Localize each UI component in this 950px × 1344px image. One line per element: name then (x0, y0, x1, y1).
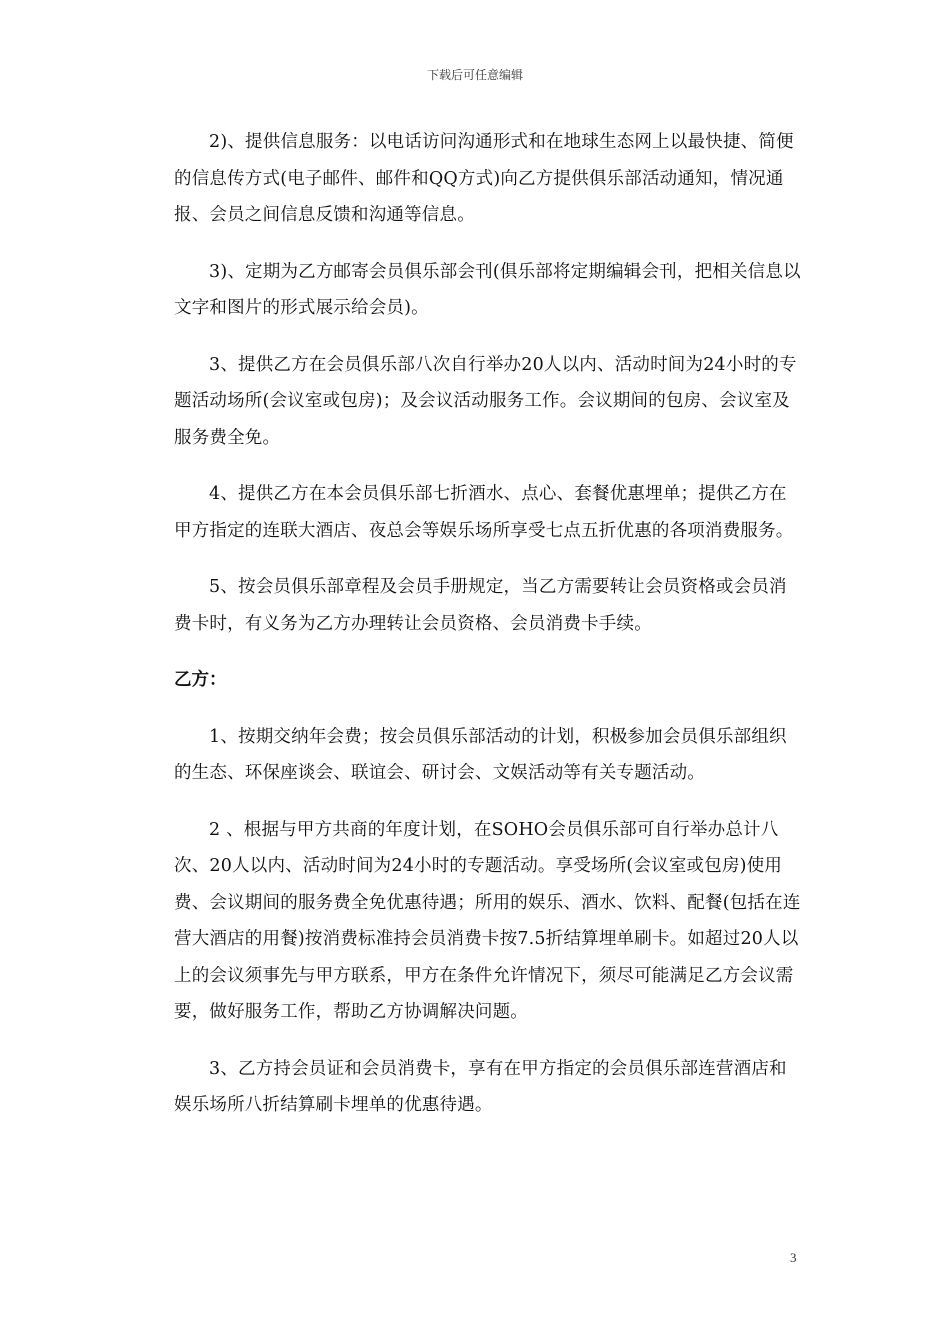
paragraph-event-venue: 3、提供乙方在会员俱乐部八次自行举办20人以内、活动时间为24小时的专题活动场所(会议室或包房)；及会议活动服务工作。会议期间的包房、会议室及服务费全免。 (174, 354, 797, 448)
paragraph-membership-transfer: 5、按会员俱乐部章程及会员手册规定，当乙方需要转让会员资格或会员消费卡时，有义务为乙方办理转让会员资格、会员消费卡手续。 (174, 577, 787, 634)
paragraph-discount: 4、提供乙方在本会员俱乐部七折酒水、点心、套餐优惠埋单；提供乙方在甲方指定的连联大酒店、夜总会等娱乐场所享受七点五折优惠的各项消费服务。 (174, 484, 794, 541)
paragraph-info-service: 2)、提供信息服务：以电话访问沟通形式和在地球生态网上以最快捷、简便的信息传方式(电子邮件、邮件和QQ方式)向乙方提供俱乐部活动通知，情况通报、会员之间信息反馈和沟通等信息。 (174, 132, 794, 225)
paragraph-annual-fee: 1、按期交纳年会费；按会员俱乐部活动的计划，积极参加会员俱乐部组织的生态、环保座谈会、联谊会、研讨会、文娱活动等有关专题活动。 (174, 726, 787, 783)
paragraph-newsletter: 3)、定期为乙方邮寄会员俱乐部会刊(俱乐部将定期编辑会刊，把相关信息以文字和图片的形式展示给会员)。 (174, 261, 801, 318)
paragraph-member-card: 3、乙方持会员证和会员消费卡，享有在甲方指定的会员俱乐部连营酒店和娱乐场所八折结算刷卡埋单的优惠待遇。 (174, 1058, 787, 1115)
page-number: 3 (790, 1250, 797, 1265)
header-note: 下载后可任意编辑 (426, 68, 523, 82)
party-b-heading: 乙方： (174, 670, 227, 690)
document-body (174, 124, 804, 1144)
paragraph-annual-plan: 2 、根据与甲方共商的年度计划，在SOHO会员俱乐部可自行举办总计八次、20人以内、活动时间为24小时的专题活动。享受场所(会议室或包房)使用费、会议期间的服务费全免优惠待遇；所用的娱乐、酒水、饮料、配餐(包括在连营大酒店的用餐)按消费标准持会员消费卡按7.5折结算埋单刷卡。如超过20人以上的会议须事先与甲方联系，甲方在条件允许情况下，须尽可能满足乙方会议需要，做好服务工作，帮助乙方协调解决问题。 (174, 819, 801, 1022)
